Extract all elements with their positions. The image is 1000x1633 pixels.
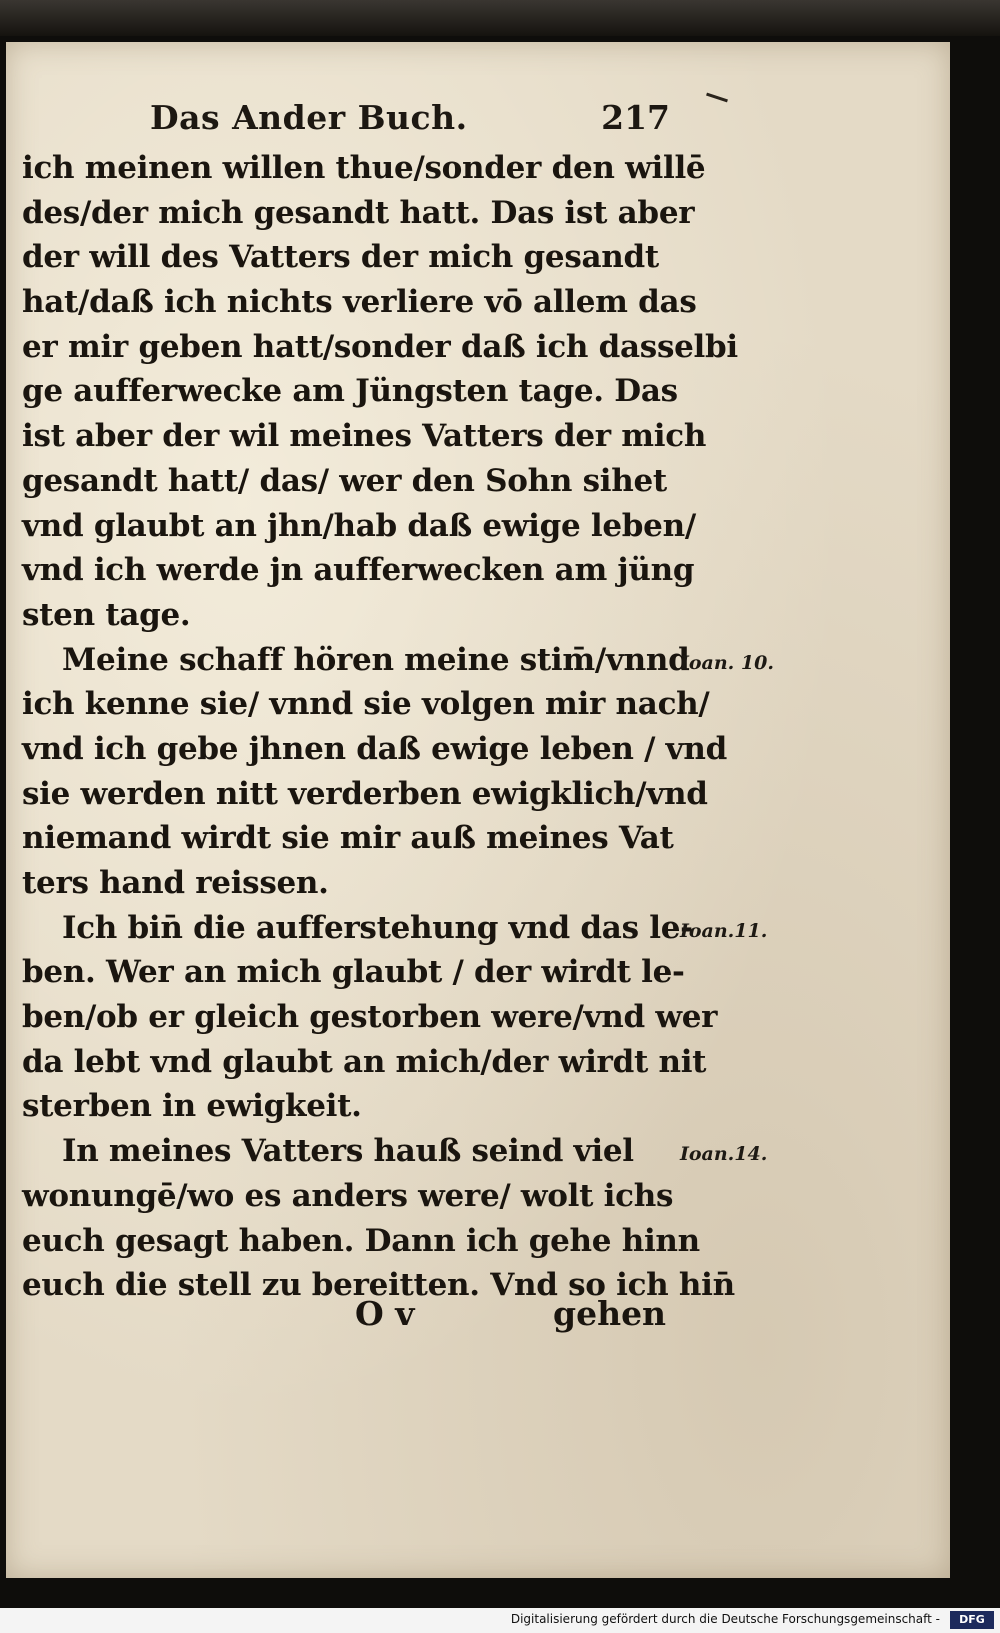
text-line: vnd ich gebe jhnen daß ewige leben / vnd [22, 730, 727, 767]
funding-credit: Digitalisierung gefördert durch die Deutsche Forschungsgemeinschaft - [510, 1612, 940, 1626]
scan-top-edge [0, 0, 1000, 36]
text-line: euch die stell zu bereitten. Vnd so ich hin̄ [22, 1267, 735, 1304]
text-line: da lebt vnd glaubt an mich/der wirdt nit [22, 1043, 707, 1080]
text-line: sterben in ewigkeit. [22, 1088, 362, 1125]
running-title: Das Ander Buch. [150, 98, 468, 137]
text-line: er mir geben hatt/sonder daß ich dasselbi [22, 328, 738, 365]
footer-bar [0, 1608, 1000, 1633]
text-line: hat/daß ich nichts verliere vō allem das [22, 284, 697, 321]
text-line: euch gesagt haben. Dann ich gehe hinn [22, 1222, 700, 1259]
text-line: des/der mich gesandt hatt. Das ist aber [22, 194, 695, 231]
text-line: vnd glaubt an jhn/hab daß ewige leben/ [22, 507, 696, 544]
page-header [150, 98, 670, 142]
text-line: sie werden nitt verderben ewigklich/vnd [22, 775, 708, 812]
text-line: vnd ich werde jn aufferwecken am jüng [22, 552, 695, 589]
text-line: In meines Vatters hauß seind viel [62, 1133, 634, 1170]
catchword: gehen [553, 1294, 667, 1333]
text-line: ich meinen willen thue/sonder den willē [22, 150, 706, 186]
text-line: wonungē/wo es anders were/ wolt ichs [22, 1177, 674, 1214]
text-line: sten tage. [22, 596, 191, 633]
margin-reference: Ioan.11. [680, 919, 768, 942]
text-line: ist aber der wil meines Vatters der mich [22, 418, 707, 455]
page-number: 217 [601, 98, 670, 137]
signature-mark: O v [355, 1294, 415, 1333]
text-line: gesandt hatt/ das/ wer den Sohn sihet [22, 462, 667, 499]
text-line: ben. Wer an mich glaubt / der wirdt le- [22, 954, 685, 991]
margin-reference: Ioan.14. [680, 1143, 768, 1166]
text-line: niemand wirdt sie mir auß meines Vat [22, 820, 674, 857]
text-line: ich kenne sie/ vnnd sie volgen mir nach/ [22, 686, 710, 723]
text-line: ben/ob er gleich gestorben were/vnd wer [22, 999, 718, 1036]
text-line: der will des Vatters der mich gesandt [22, 239, 659, 276]
margin-reference: Ioan. 10. [680, 651, 774, 674]
text-line: ge aufferwecke am Jüngsten tage. Das [22, 373, 678, 410]
dfg-logo: DFG [950, 1611, 994, 1629]
text-line: Meine schaff hören meine stim̄/vnnd [62, 641, 690, 678]
text-line: Ich bin̄ die aufferstehung vnd das le- [62, 909, 693, 946]
text-line: ters hand reissen. [22, 865, 329, 901]
